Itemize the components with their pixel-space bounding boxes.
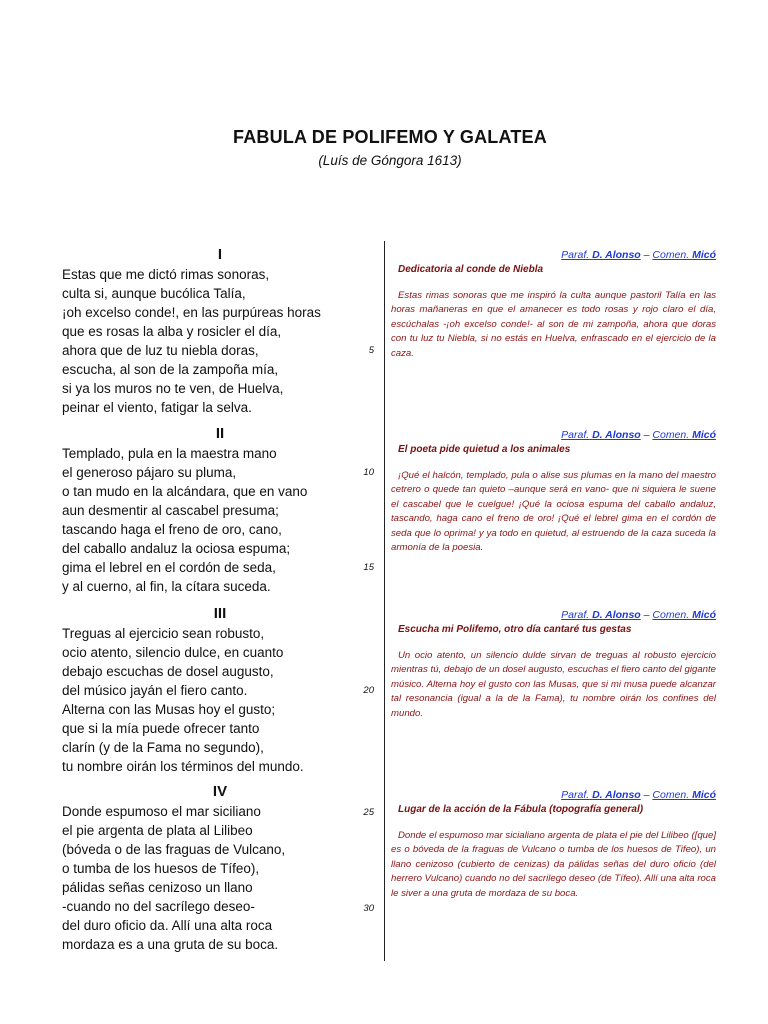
verse-line: tu nombre oirán los términos del mundo. bbox=[62, 759, 304, 774]
verse-line: o tan mudo en la alcándara, que en vano bbox=[62, 484, 308, 499]
paraphrase-link[interactable]: Paraf. D. Alonso bbox=[561, 609, 641, 621]
verse-line: del duro oficio da. Allí una alta roca bbox=[62, 918, 273, 933]
line-number: 5 bbox=[368, 345, 374, 356]
link-separator: – bbox=[643, 429, 650, 441]
verse-line: Templado, pula en la maestra mano bbox=[62, 446, 277, 461]
commentary-text: Un ocio atento, un silencio dulde sirvan de treguas al robusto ejercicio mientras tú, debajo de un dosel augusto, escuchas el fiero canto del gigante músico. Alterna hoy el gusto con las Musas, que si mi musa puede alcanzar tal resonancia (igual a la de la Fama), tu nombre oirán los confines del mundo. bbox=[391, 650, 716, 719]
verse-line: debajo escuchas de dosel augusto, bbox=[62, 664, 274, 679]
verse-line: Alterna con las Musas hoy el gusto; bbox=[62, 702, 276, 717]
commentary-text: ¡Qué el halcón, templado, pula o alise sus plumas en la mano del maestro cetrero o quede tan quieto –aunque será en vano- que ni siquiera le suene el cascabel que le cuelgue! ¡Qué la ociosa espuma del caballo andaluz, tascando, haga cano el freno de oro! ¡Qué el lebrel gima en el cordón de seda que lo oprima! y ya todo en quietud, al estruendo de la caza suceda la armonía de la poesia. bbox=[391, 470, 716, 554]
commentary-link[interactable]: Comen. Micó bbox=[652, 249, 716, 261]
verse-line: del caballo andaluz la ociosa espuma; bbox=[62, 541, 291, 556]
verse-line: ocio atento, silencio dulce, en cuanto bbox=[62, 645, 284, 660]
stanza-numeral: II bbox=[215, 425, 225, 442]
stanza-4 bbox=[62, 783, 352, 954]
commentary-link[interactable]: Comen. Micó bbox=[652, 789, 716, 801]
stanza-3 bbox=[62, 605, 352, 776]
line-number: 30 bbox=[363, 903, 374, 914]
verse-line: mordaza es a una gruta de su boca. bbox=[62, 937, 279, 952]
commentary-text: Estas rimas sonoras que me inspiró la culta aunque pastoril Talía en las horas mañaneras en que el amanecer es todo rosas y rojo claro el día, escúchalas -¡oh excelso conde!- al son de mi zampoña, ahora que doras con tu luz tu Niebla, si no estás en Huelva, enfrascado en el ejercicio de la caza. bbox=[391, 290, 716, 359]
commentary-block-1 bbox=[391, 249, 716, 361]
stanza-numeral: IV bbox=[212, 783, 228, 800]
commentary-heading: Lugar de la acción de la Fábula (topografía general) bbox=[398, 804, 644, 815]
verse-line: -cuando no del sacrílego deseo- bbox=[62, 899, 255, 914]
paraphrase-link[interactable]: Paraf. D. Alonso bbox=[561, 249, 641, 261]
commentary-text: Donde el espumoso mar sicialiano argenta de plata el pie del Lilibeo ([que] es o bóveda de la fraguas de Vulcano o tumba de los huesos de Tifeo), un llano cenizoso (cubierto de cenizas) da pálidas señas del duro oficio (del herrero Vulcano) cuando no del sacrilego deseo (de Tífeo). Allí una alta roca le siver a una gruta de mordaza de su boca. bbox=[391, 830, 716, 899]
verse-line: Donde espumoso el mar siciliano bbox=[62, 804, 261, 819]
verse-line: ¡oh excelso conde!, en las purpúreas horas bbox=[62, 305, 321, 320]
verse-line: pálidas señas cenizoso un llano bbox=[62, 880, 253, 895]
stanza-numeral: I bbox=[217, 246, 223, 263]
commentary-links bbox=[391, 609, 716, 623]
commentary-link[interactable]: Comen. Micó bbox=[652, 609, 716, 621]
verse-line: y al cuerno, al fin, la cítara suceda. bbox=[62, 579, 271, 594]
poem-subtitle: (Luís de Góngora 1613) bbox=[318, 153, 462, 168]
verse-line: ahora que de luz tu niebla doras, bbox=[62, 343, 259, 358]
verse-line: tascando haga el freno de oro, cano, bbox=[62, 522, 282, 537]
paraphrase-link[interactable]: Paraf. D. Alonso bbox=[561, 789, 641, 801]
commentary-block-2 bbox=[391, 429, 716, 555]
verse-line: aun desmentir al cascabel presuma; bbox=[62, 503, 279, 518]
verse-line: escucha, al son de la zampoña mía, bbox=[62, 362, 279, 377]
verse-line: el pie argenta de plata al Lilibeo bbox=[62, 823, 253, 838]
line-number: 25 bbox=[363, 807, 374, 818]
column-divider bbox=[384, 241, 385, 961]
commentary-heading: El poeta pide quietud a los animales bbox=[398, 444, 571, 455]
stanza-numeral: III bbox=[213, 605, 227, 622]
verse-line: que es rosas la alba y rosicler el día, bbox=[62, 324, 282, 339]
commentary-links bbox=[391, 249, 716, 263]
verse-line: el generoso pájaro su pluma, bbox=[62, 465, 237, 480]
stanza-1 bbox=[62, 246, 352, 417]
commentary-link[interactable]: Comen. Micó bbox=[652, 429, 716, 441]
verse-line: si ya los muros no te ven, de Huelva, bbox=[62, 381, 284, 396]
verse-line: clarín (y de la Fama no segundo), bbox=[62, 740, 264, 755]
commentary-heading: Escucha mi Polifemo, otro día cantaré tus gestas bbox=[398, 624, 632, 635]
commentary-links bbox=[391, 789, 716, 803]
link-separator: – bbox=[643, 609, 650, 621]
verse-line: peinar el viento, fatigar la selva. bbox=[62, 400, 252, 415]
verse-line: del músico jayán el fiero canto. bbox=[62, 683, 248, 698]
link-separator: – bbox=[643, 789, 650, 801]
commentary-block-4 bbox=[391, 789, 716, 901]
line-number: 10 bbox=[363, 467, 374, 478]
stanza-2 bbox=[62, 425, 352, 596]
commentary-links bbox=[391, 429, 716, 443]
verse-line: gima el lebrel en el cordón de seda, bbox=[62, 560, 276, 575]
link-separator: – bbox=[643, 249, 650, 261]
commentary-block-3 bbox=[391, 609, 716, 721]
line-number: 15 bbox=[363, 562, 374, 573]
commentary-heading: Dedicatoria al conde de Niebla bbox=[398, 264, 544, 275]
paraphrase-link[interactable]: Paraf. D. Alonso bbox=[561, 429, 641, 441]
line-number: 20 bbox=[363, 685, 374, 696]
verse-line: que si la mía puede ofrecer tanto bbox=[62, 721, 260, 736]
verse-line: culta si, aunque bucólica Talía, bbox=[62, 286, 246, 301]
verse-line: (bóveda o de las fraguas de Vulcano, bbox=[62, 842, 286, 857]
verse-line: Estas que me dictó rimas sonoras, bbox=[62, 267, 270, 282]
verse-line: o tumba de los huesos de Tífeo), bbox=[62, 861, 260, 876]
poem-title: FABULA DE POLIFEMO Y GALATEA bbox=[233, 127, 547, 147]
verse-line: Treguas al ejercicio sean robusto, bbox=[62, 626, 265, 641]
